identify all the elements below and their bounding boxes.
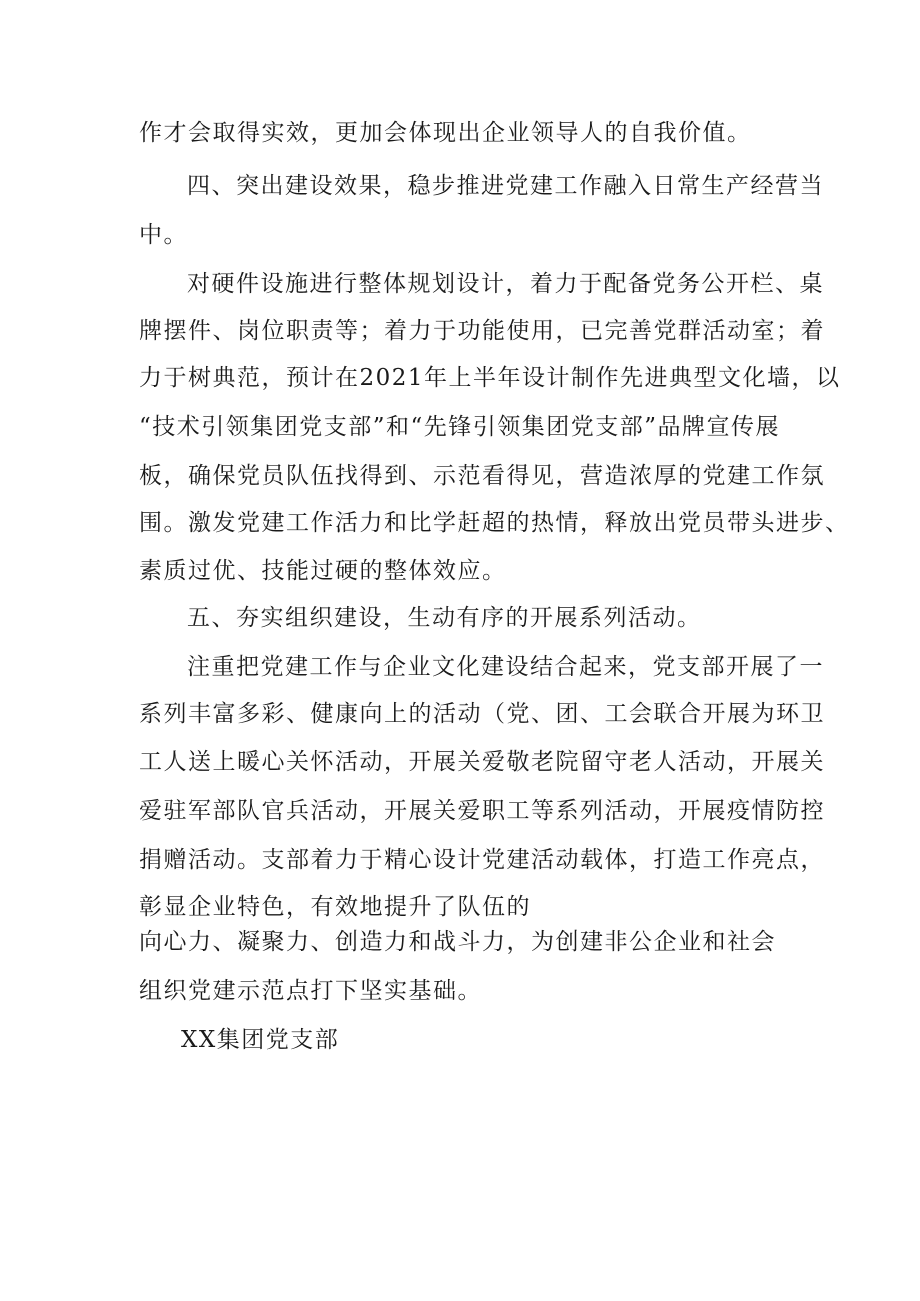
text-line-16: 捐赠活动。支部着力于精心设计党建活动载体，打造工作亮点， [139,847,825,873]
text-line-17: 彰显企业特色，有效地提升了队伍的 [139,894,531,920]
text-line-1: 作才会取得实效，更加会体现出企业领导人的自我价值。 [139,120,752,146]
text-line-18: 向心力、凝聚力、创造力和战斗力，为创建非公企业和社会 [139,929,776,955]
signature-line: XX集团党支部 [181,1027,340,1053]
text-line-3: 中。 [139,222,188,248]
text-line-9: 围。激发党建工作活力和比学赶超的热情，释放出党员带头进步、 [139,510,850,536]
text-line-7: “技术引领集团党支部”和“先锋引领集团党支部”品牌宣传展 [139,414,781,440]
text-line-13: 系列丰富多彩、健康向上的活动（党、团、工会联合开展为环卫 [139,701,825,727]
text-line-14: 工人送上暖心关怀活动，开展关爱敬老院留守老人活动，开展关 [139,749,825,775]
text-line-10: 素质过优、技能过硬的整体效应。 [139,558,507,584]
section-heading-5: 五、夯实组织建设，生动有序的开展系列活动。 [187,605,702,631]
section-heading-4: 四、突出建设效果，稳步推进党建工作融入日常生产经营当 [187,173,824,199]
text-line-4: 对硬件设施进行整体规划设计，着力于配备党务公开栏、桌 [187,271,824,297]
text-line-15: 爱驻军部队官兵活动，开展关爱职工等系列活动，开展疫情防控 [139,798,825,824]
text-line-6: 力于树典范，预计在2021年上半年设计制作先进典型文化墙，以 [139,365,841,391]
text-line-8: 板，确保党员队伍找得到、示范看得见，营造浓厚的党建工作氛 [139,463,825,489]
text-line-5: 牌摆件、岗位职责等；着力于功能使用，已完善党群活动室；着 [139,318,825,344]
text-line-19: 组织党建示范点打下坚实基础。 [139,978,482,1004]
text-line-12: 注重把党建工作与企业文化建设结合起来，党支部开展了一 [187,654,824,680]
